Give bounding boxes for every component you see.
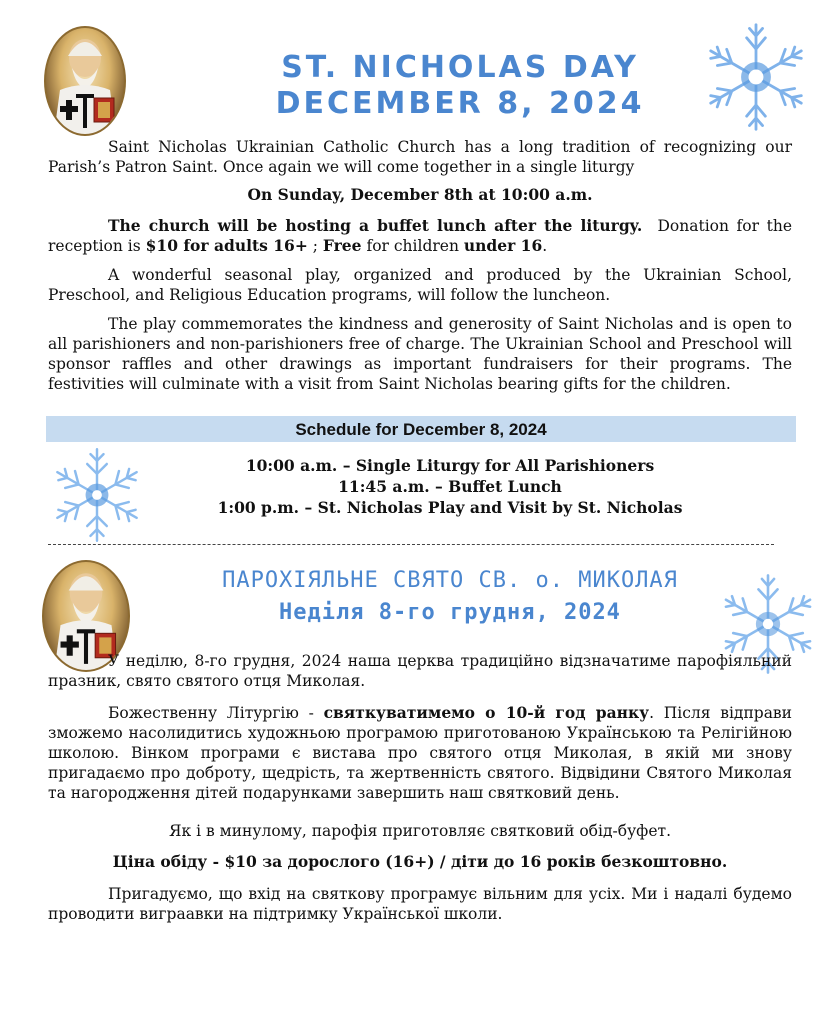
lunch-donation: Donation for the reception is: [48, 217, 792, 255]
ukrainian-price-line: [48, 852, 792, 872]
play-paragraph: A wonderful seasonal play, organized and produced by the Ukrainian School, Preschool, and Religious Education programs, will follow the luncheon.: [48, 266, 792, 304]
ukrainian-title-line1: ПАРОХІЯЛЬНЕ СВЯТО СВ. о. МИКОЛАЯ: [222, 568, 678, 593]
date-line-text: On Sunday, December 8th at 10:00 a.m.: [247, 185, 593, 204]
liturgy-b: . Після відправи зможемо насолидитись художньою програмою приготованою Українською та Релігійною школою. Вінком програми є вистава про святого отця Миколая, в якій ми знову пригадаємо про доброту, щедрість, та жертвенність святого. Відвідини Святого Миколая та нагородження дітей подарунками завершить наш святковий день.: [48, 704, 792, 802]
lunch-under: under 16: [463, 236, 543, 255]
schedule-item: 1:00 p.m. – St. Nicholas Play and Visit by St. Nicholas: [217, 498, 683, 517]
lunch-bold: The church will be hosting a buffet lunch after the liturgy.: [108, 216, 643, 235]
lunch-children: for children: [361, 237, 464, 255]
liturgy-bold: святкуватимемо о 10-й год ранку: [323, 703, 650, 722]
lunch-end: .: [542, 237, 548, 255]
lunch-paragraph: [48, 216, 792, 256]
date-line: [48, 185, 792, 205]
liturgy-a: Божественну Літургію -: [108, 704, 324, 722]
lunch-price: $10 for adults 16+: [145, 236, 308, 255]
ukrainian-title-line2: Неділя 8-го грудня, 2024: [279, 600, 621, 625]
page-title-line1: ST. NICHOLAS DAY: [281, 50, 639, 85]
commemorate-paragraph: The play commemorates the kindness and generosity of Saint Nicholas and is open to all parishioners and non-parishioners free of charge. The Ukrainian School and Preschool will sponsor raffles and other drawings as important fundraisers for their programs. The festivities will culminate with a visit from Saint Nicholas bearing gifts for the children.: [48, 315, 792, 393]
schedule-item: 10:00 a.m. – Single Liturgy for All Parishioners: [245, 456, 655, 475]
ukrainian-buffet-line: Як і в минулому, парофія приготовляє святковий обід-буфет.: [169, 822, 671, 840]
snowflake-icon: [700, 16, 812, 138]
section-divider: [48, 544, 774, 545]
snowflake-icon: [48, 446, 146, 544]
schedule-item: 11:45 a.m. – Buffet Lunch: [338, 477, 562, 496]
price-text: Ціна обіду - $10 за дорослого (16+) / діти до 16 років безкоштовно.: [112, 852, 728, 871]
schedule-header: Schedule for December 8, 2024: [46, 416, 796, 442]
page-title-line2: DECEMBER 8, 2024: [275, 86, 645, 121]
intro-paragraph: Saint Nicholas Ukrainian Catholic Church has a long tradition of recognizing our Parish’s Patron Saint. Once again we will come together in a single liturgy: [48, 138, 792, 176]
ukrainian-closing-paragraph: Пригадуємо, що вхід на святкову програмує вільним для усіх. Ми і надалі будемо проводити виграавки на підтримку Української школи.: [48, 885, 792, 923]
lunch-free: Free: [322, 236, 362, 255]
lunch-sep: ;: [307, 237, 323, 255]
st-nicholas-icon: [44, 26, 126, 136]
ukrainian-paragraph-1: У неділю, 8-го грудня, 2024 наша церква традиційно відзначатиме парофіяльний празник, свято святого отця Миколая.: [48, 652, 792, 690]
ukrainian-liturgy-paragraph: [48, 703, 792, 803]
